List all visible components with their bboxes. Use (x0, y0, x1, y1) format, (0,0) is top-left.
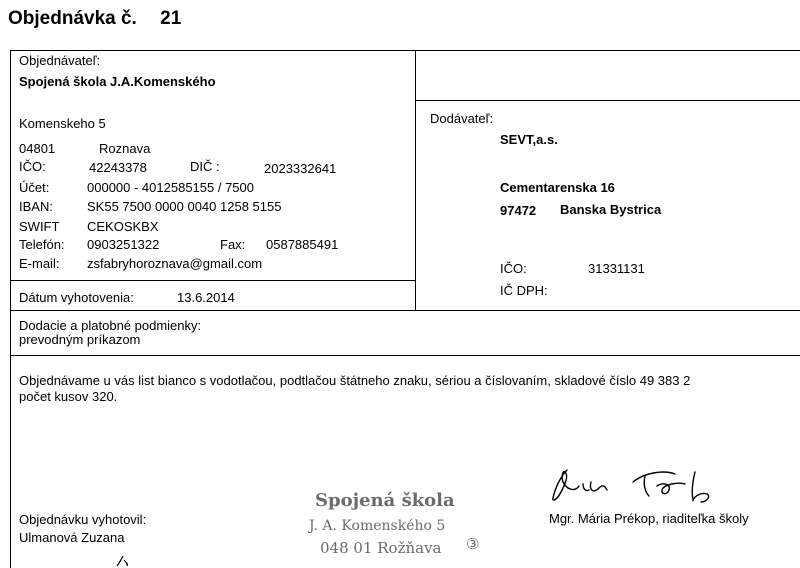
customer-fax: 0587885491 (266, 237, 339, 252)
customer-name: Spojená škola J.A.Komenského (19, 74, 216, 89)
order-number: 21 (160, 8, 182, 29)
issue-date-label: Dátum vyhotovenia: (19, 290, 134, 305)
signature-scribble (545, 462, 735, 510)
customer-phone: 0903251322 (87, 237, 160, 252)
page-title (8, 8, 181, 30)
customer-account-label: Účet: (19, 180, 50, 195)
supplier-name: SEVT,a.s. (500, 132, 558, 147)
top-border (10, 50, 800, 51)
customer-zip: 04801 (19, 141, 56, 156)
stamp-line1: Spojená škola (315, 490, 455, 511)
order-text-line2: počet kusov 320. (19, 389, 118, 404)
customer-email: zsfabryhoroznava@gmail.com (87, 256, 263, 271)
customer-city: Roznava (99, 141, 151, 156)
issue-date: 13.6.2014 (177, 290, 235, 305)
customer-dic: 2023332641 (264, 161, 337, 176)
supplier-ico-label: IČO: (500, 261, 527, 276)
customer-label: Objednávateľ: (19, 53, 101, 68)
customer-ico-label: IČO: (19, 159, 46, 174)
terms-value: prevodným príkazom (19, 332, 141, 347)
order-text-line1: Objednávame u vás list bianco s vodotlačou, podtlačou štátneho znaku, sériou a číslovaním, skladové číslo 49 383 2 (19, 373, 691, 388)
terms-label: Dodacie a platobné podmienky: (19, 318, 202, 333)
customer-street: Komenskeho 5 (19, 116, 106, 131)
pen-mark (114, 554, 134, 568)
customer-dic-label: DIČ : (190, 159, 220, 174)
customer-account: 000000 - 4012585155 / 7500 (87, 180, 254, 195)
signatory: Mgr. Mária Prékop, riaditeľka školy (549, 511, 749, 526)
supplier-label: Dodávateľ: (430, 111, 494, 126)
created-by-name: Ulmanová Zuzana (19, 530, 125, 545)
stamp-line3: 048 01 Rožňava (320, 539, 442, 557)
customer-fax-label: Fax: (220, 237, 246, 252)
customer-iban-label: IBAN: (19, 199, 53, 214)
customer-ico: 42243378 (89, 160, 147, 175)
left-border (10, 50, 11, 568)
customer-iban: SK55 7500 0000 0040 1258 5155 (87, 199, 282, 214)
stamp-mark: ③ (466, 535, 480, 553)
title-label: Objednávka č. (8, 8, 137, 29)
supplier-zip: 97472 (500, 203, 537, 218)
supplier-ico: 31331131 (588, 261, 645, 276)
customer-swift: CEKOSKBX (87, 219, 159, 234)
stamp-line2: J. A. Komenského 5 (309, 518, 446, 534)
supplier-icdph-label: IČ DPH: (500, 283, 548, 298)
date-top-border (10, 280, 415, 281)
supplier-street: Cementarenska 16 (500, 180, 615, 195)
customer-swift-label: SWIFT (19, 219, 60, 234)
supplier-city: Banska Bystrica (560, 202, 662, 217)
created-by-label: Objednávku vyhotovil: (19, 512, 147, 527)
order-top-border (10, 355, 800, 356)
customer-phone-label: Telefón: (19, 237, 65, 252)
customer-email-label: E-mail: (19, 256, 60, 271)
